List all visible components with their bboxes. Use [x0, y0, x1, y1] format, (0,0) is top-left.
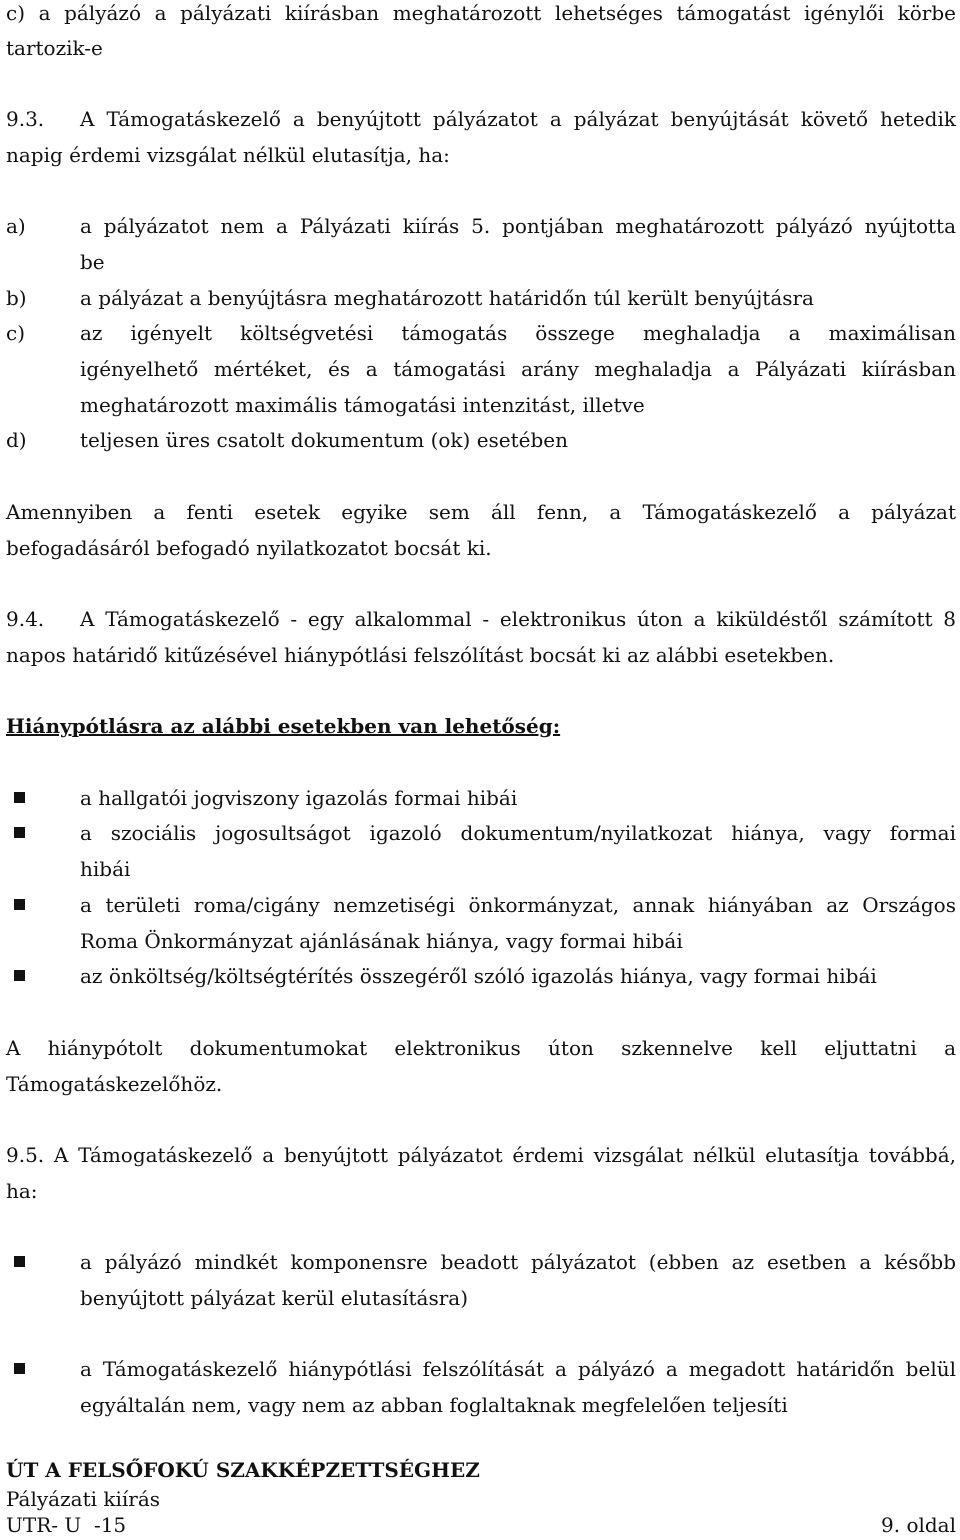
footer-title: ÚT A FELSŐFOKÚ SZAKKÉPZETTSÉGHEZ — [6, 1458, 480, 1482]
list-text: igényelhető mértéket, és a támogatási arány meghaladja a Pályázati kiírásban — [80, 357, 956, 381]
list-text: be — [80, 250, 105, 274]
section-text: A Támogatáskezelő - egy alkalommal - elektronikus úton a kiküldéstől számított 8 — [80, 607, 956, 631]
list-text: teljesen üres csatolt dokumentum (ok) esetében — [80, 428, 569, 452]
list-label: c) — [6, 321, 26, 345]
paragraph-amennyiben-line1: Amennyiben a fenti esetek egyike sem áll fenn, a Támogatáskezelő a pályázat — [6, 500, 956, 524]
footer-code: UTR- U -15 — [6, 1513, 127, 1537]
list-text: az igényelt költségvetési támogatás összege meghaladja a maximálisan — [80, 321, 956, 345]
paragraph-c-line2: tartozik-e — [6, 36, 103, 60]
bullet-icon — [14, 970, 25, 981]
bullet-text: a Támogatáskezelő hiánypótlási felszólítását a pályázó a megadott határidőn belül — [80, 1357, 956, 1381]
bullet-icon — [14, 792, 25, 803]
section-9-5-line1: 9.5. A Támogatáskezelő a benyújtott pályázatot érdemi vizsgálat nélkül elutasítja továbbá, — [6, 1143, 956, 1167]
list-label: d) — [6, 428, 27, 452]
section-9-3-line2: napig érdemi vizsgálat nélkül elutasítja, ha: — [6, 143, 450, 167]
list-label: b) — [6, 286, 27, 310]
bullet-text: a pályázó mindkét komponensre beadott pályázatot (ebben az esetben a később — [80, 1250, 956, 1274]
section-heading: Hiánypótlásra az alábbi esetekben van lehetőség: — [6, 714, 561, 738]
paragraph-amennyiben-line2: befogadásáról befogadó nyilatkozatot bocsát ki. — [6, 536, 492, 560]
list-text: a pályázat a benyújtásra meghatározott határidőn túl került benyújtásra — [80, 286, 814, 310]
bullet-icon — [14, 1256, 25, 1267]
footer-bottom-row — [6, 1510, 956, 1540]
bullet-text: a szociális jogosultságot igazoló dokumentum/nyilatkozat hiánya, vagy formai — [80, 821, 956, 845]
list-label: a) — [6, 214, 26, 238]
page-number: 9. oldal — [881, 1513, 956, 1537]
section-number: 9.4. — [6, 607, 45, 631]
bullet-text: hibái — [80, 857, 131, 881]
list-text: a pályázatot nem a Pályázati kiírás 5. pontjában meghatározott pályázó nyújtotta — [80, 214, 956, 238]
bullet-text: a területi roma/cigány nemzetiségi önkormányzat, annak hiányában az Országos — [80, 893, 956, 917]
paragraph-hianypotolt-line2: Támogatáskezelőhöz. — [6, 1072, 223, 1096]
section-number: 9.3. — [6, 107, 45, 131]
bullet-text: Roma Önkormányzat ajánlásának hiánya, vagy formai hibái — [80, 929, 683, 953]
bullet-text: a hallgatói jogviszony igazolás formai hibái — [80, 786, 518, 810]
section-9-5-line2: ha: — [6, 1179, 38, 1203]
paragraph-c-line1: c) a pályázó a pályázati kiírásban meghatározott lehetséges támogatást igénylői körbe — [6, 1, 956, 25]
section-text: A Támogatáskezelő a benyújtott pályázatot a pályázat benyújtását követő hetedik — [80, 107, 956, 131]
paragraph-hianypotolt-line1: A hiánypótolt dokumentumokat elektronikus úton szkennelve kell eljuttatni a — [6, 1036, 956, 1060]
bullet-text: az önköltség/költségtérítés összegéről szóló igazolás hiánya, vagy formai hibái — [80, 964, 877, 988]
bullet-text: benyújtott pályázat kerül elutasításra) — [80, 1286, 469, 1310]
bullet-icon — [14, 1363, 25, 1374]
bullet-text: egyáltalán nem, vagy nem az abban foglaltaknak megfelelően teljesíti — [80, 1393, 788, 1417]
footer-subtitle: Pályázati kiírás — [6, 1487, 161, 1511]
section-9-4-line2: napos határidő kitűzésével hiánypótlási felszólítást bocsát ki az alábbi esetekben. — [6, 643, 835, 667]
bullet-icon — [14, 827, 25, 838]
list-text: meghatározott maximális támogatási intenzitást, illetve — [80, 393, 645, 417]
bullet-icon — [14, 899, 25, 910]
